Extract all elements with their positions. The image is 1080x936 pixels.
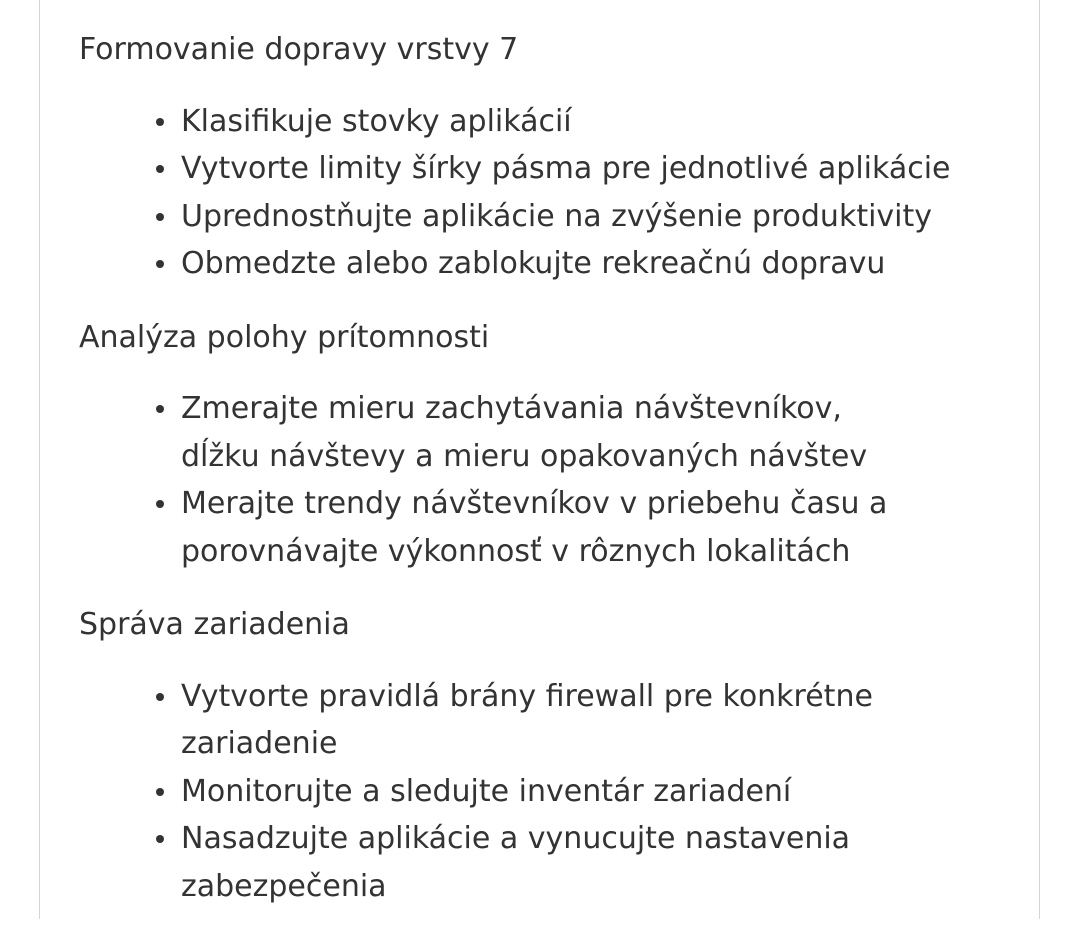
presence-analytics-list bbox=[79, 385, 999, 575]
list-item: Obmedzte alebo zablokujte rekreačnú dopravu bbox=[79, 240, 999, 288]
list-item: Vytvorte limity šírky pásma pre jednotlivé aplikácie bbox=[79, 145, 999, 193]
device-management-list bbox=[79, 673, 999, 911]
traffic-shaping-list bbox=[79, 98, 999, 288]
list-item: Monitorujte a sledujte inventár zariadení bbox=[79, 768, 999, 816]
list-item: Nasadzujte aplikácie a vynucujte nastavenia zabezpečenia bbox=[79, 815, 861, 910]
list-item: Vytvorte pravidlá brány firewall pre konkrétne zariadenie bbox=[79, 673, 881, 768]
feature-list bbox=[79, 26, 999, 936]
list-item: Uprednostňujte aplikácie na zvýšenie produktivity bbox=[79, 193, 999, 241]
list-item: Klasifikuje stovky aplikácií bbox=[79, 98, 999, 146]
section-title-device-management: Správa zariadenia bbox=[79, 607, 350, 642]
list-item: Merajte trendy návštevníkov v priebehu času a porovnávajte výkonnosť v rôznych lokalitách bbox=[79, 480, 921, 575]
list-item: Zmerajte mieru zachytávania návštevníkov, dĺžku návštevy a mieru opakovaných návštev bbox=[79, 385, 921, 480]
section-title-traffic-shaping: Formovanie dopravy vrstvy 7 bbox=[79, 32, 519, 67]
section-title-presence-analytics: Analýza polohy prítomnosti bbox=[79, 319, 490, 355]
content-panel bbox=[39, 0, 1040, 919]
